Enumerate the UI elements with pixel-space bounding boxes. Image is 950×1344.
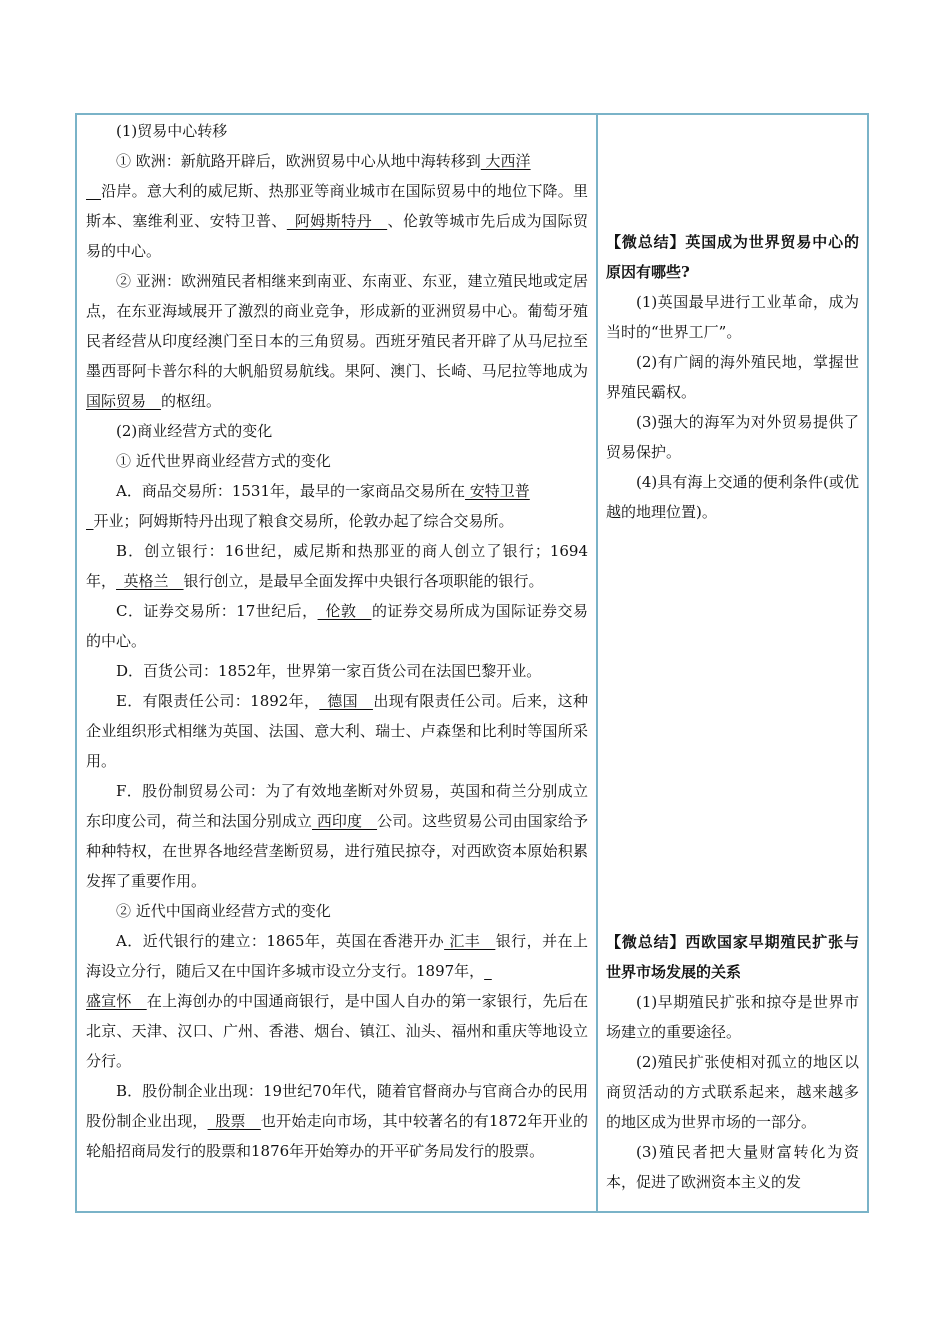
item-limited-company (86, 686, 588, 776)
content-table (75, 113, 869, 1213)
summary-title: 【微总结】英国成为世界贸易中心的原因有哪些? (606, 233, 859, 281)
sidebar-column (598, 115, 867, 1211)
text: 银行创立，是最早全面发挥中央银行各项职能的银行。 (183, 572, 544, 590)
answer-blank: 大西洋 (480, 152, 531, 170)
item-modern-bank-china (86, 926, 588, 1076)
text: B．股份制企业出现：19世纪70年代，随着官督商办与官商合办的民用股份制企业出现， (86, 1082, 588, 1130)
item-commodity-exchange (86, 476, 588, 536)
main-column (77, 115, 598, 1211)
summary-title: 【微总结】西欧国家早期殖民扩张与世界市场发展的关系 (606, 933, 859, 981)
answer-blank: 汇丰__ (444, 932, 496, 950)
answer-blank: _ (86, 512, 94, 530)
answer-blank: __ (86, 182, 101, 200)
item-department-store: D．百货公司：1852年，世界第一家百货公司在法国巴黎开业。 (116, 662, 542, 680)
subheading-china: ② 近代中国商业经营方式的变化 (116, 902, 331, 920)
item-stock-exchange (86, 596, 588, 656)
summary-box-colonial-expansion (606, 927, 859, 1197)
summary-point: (2)殖民扩张使相对孤立的地区以商贸活动的方式联系起来，越来越多的地区成为世界市场的一部分。 (606, 1053, 859, 1131)
paragraph-asia (86, 266, 588, 416)
answer-blank: _ (484, 962, 492, 980)
text: B．创立银行：16世纪，威尼斯和热那亚的商人创立了银行；1694年， (86, 542, 588, 590)
text: 也开始走向市场，其中较著名的有1872年开业的轮船招商局发行的股票和1876年开始筹办的开平矿务局发行的股票。 (86, 1112, 588, 1160)
text: F．股份制贸易公司：为了有效地垄断对外贸易，英国和荷兰分别成立东印度公司，荷兰和法国分别成立 (86, 782, 588, 830)
text: 出现有限责任公司。后来，这种企业组织形式相继为英国、法国、意大利、瑞士、卢森堡和比利时等国所采用。 (86, 692, 588, 770)
subheading-world: ① 近代世界商业经营方式的变化 (116, 452, 331, 470)
item-joint-stock-china (86, 1076, 588, 1166)
text: 的枢纽。 (161, 392, 222, 410)
summary-point: (3)殖民者把大量财富转化为资本，促进了欧洲资本主义的发 (606, 1143, 859, 1191)
summary-point: (2)有广阔的海外殖民地，掌握世界殖民霸权。 (606, 353, 859, 401)
answer-blank: _英格兰__ (116, 572, 184, 590)
summary-point: (4)具有海上交通的便利条件(或优越的地理位置)。 (606, 473, 859, 521)
section-heading-business-change: (2)商业经营方式的变化 (116, 422, 273, 440)
summary-point: (1)早期殖民扩张和掠夺是世界市场建立的重要途径。 (606, 993, 859, 1041)
answer-blank: _股票__ (207, 1112, 261, 1130)
text: A．商品交易所：1531年，最早的一家商品交易所在 (116, 482, 466, 500)
summary-box-britain (606, 227, 859, 527)
text: 开业；阿姆斯特丹出现了粮食交易所，伦敦办起了综合交易所。 (93, 512, 514, 530)
text: E．有限责任公司：1892年， (116, 692, 320, 710)
answer-blank: _伦敦__ (317, 602, 372, 620)
text: 公司。这些贸易公司由国家给予种种特权，在世界各地经营垄断贸易，进行殖民掠夺，对西欧资本原始积累发挥了重要作用。 (86, 812, 588, 890)
answer-blank: 安特卫普 (465, 482, 530, 500)
answer-blank: 国际贸易__ (86, 392, 162, 410)
text: A．近代银行的建立：1865年，英国在香港开办 (116, 932, 445, 950)
text: 沿岸。意大利的威尼斯、热那亚等商业城市在国际贸易中的地位下降。里斯本、塞维利亚、安特卫普、 (86, 182, 588, 230)
text: ① 欧洲：新航路开辟后，欧洲贸易中心从地中海转移到 (116, 152, 481, 170)
item-trading-company (86, 776, 588, 896)
item-bank (86, 536, 588, 596)
answer-blank: 西印度__ (312, 812, 378, 830)
answer-blank: 盛宣怀__ (86, 992, 147, 1010)
text: 的证券交易所成为国际证券交易的中心。 (86, 602, 588, 650)
text: C．证券交易所：17世纪后， (116, 602, 318, 620)
text: 、伦敦等城市先后成为国际贸易的中心。 (86, 212, 588, 260)
answer-blank: _阿姆斯特丹__ (286, 212, 388, 230)
text: 银行，并在上海设立分行，随后又在中国许多城市设立分支行。1897年， (86, 932, 588, 980)
summary-point: (3)强大的海军为对外贸易提供了贸易保护。 (606, 413, 859, 461)
paragraph-europe (86, 146, 588, 266)
answer-blank: _德国__ (319, 692, 373, 710)
text: ② 亚洲：欧洲殖民者相继来到南亚、东南亚、东亚，建立殖民地或定居点，在东亚海域展开了激烈的商业竞争，形成新的亚洲贸易中心。葡萄牙殖民者经营从印度经澳门至日本的三角贸易。西班牙殖民者开辟了从马尼拉至墨西哥阿卡普尔科的大帆船贸易航线。果阿、澳门、长崎、马尼拉等地成为 (86, 272, 588, 380)
summary-point: (1)英国最早进行工业革命，成为当时的“世界工厂”。 (606, 293, 859, 341)
text: 在上海创办的中国通商银行，是中国人自办的第一家银行，先后在北京、天津、汉口、广州、香港、烟台、镇江、汕头、福州和重庆等地设立分行。 (86, 992, 588, 1070)
section-heading-trade-center: (1)贸易中心转移 (116, 122, 228, 140)
